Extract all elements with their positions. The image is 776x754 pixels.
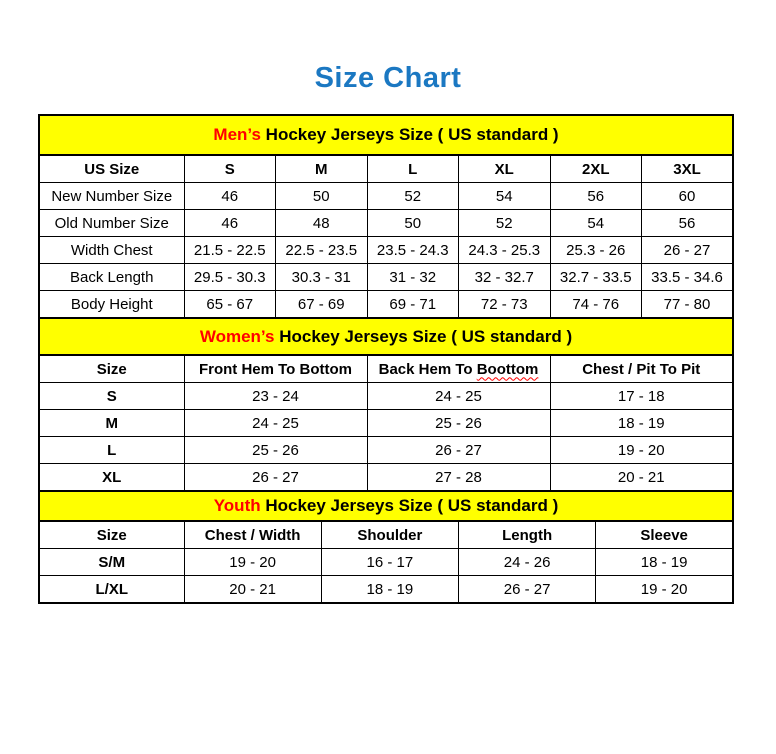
youth-banner-highlight: Youth: [213, 496, 261, 515]
column-header-s: S: [184, 155, 276, 183]
cell-value: 18 - 19: [321, 576, 458, 604]
cell-value: 24 - 26: [459, 549, 596, 576]
row-label: Width Chest: [39, 237, 184, 264]
table-row-youth-sm: [39, 549, 733, 576]
cell-value: 19 - 20: [184, 549, 321, 576]
cell-value: 19 - 20: [550, 437, 733, 464]
youth-header-row: [39, 521, 733, 549]
column-header-chest-pit: Chest / Pit To Pit: [550, 355, 733, 383]
cell-value: 25.3 - 26: [550, 237, 642, 264]
column-header-3xl: 3XL: [642, 155, 734, 183]
cell-value: 48: [276, 210, 368, 237]
table-row-new-number-size: [39, 183, 733, 210]
cell-value: 30.3 - 31: [276, 264, 368, 291]
column-header-us-size: US Size: [39, 155, 184, 183]
row-label: Old Number Size: [39, 210, 184, 237]
cell-value: 52: [367, 183, 459, 210]
column-header-2xl: 2XL: [550, 155, 642, 183]
cell-value: 24 - 25: [367, 383, 550, 410]
cell-value: 26 - 27: [367, 437, 550, 464]
table-row-old-number-size: [39, 210, 733, 237]
cell-value: 67 - 69: [276, 291, 368, 319]
womens-size-table: [38, 317, 734, 492]
cell-value: 69 - 71: [367, 291, 459, 319]
mens-banner-text: Hockey Jerseys Size ( US standard ): [260, 125, 559, 144]
row-label: XL: [39, 464, 184, 492]
cell-value: 25 - 26: [184, 437, 367, 464]
column-header-m: M: [276, 155, 368, 183]
row-label: Body Height: [39, 291, 184, 319]
row-label: M: [39, 410, 184, 437]
mens-size-table: [38, 114, 734, 319]
youth-size-table: [38, 490, 734, 604]
cell-value: 46: [184, 210, 276, 237]
cell-value: 18 - 19: [596, 549, 733, 576]
cell-value: 56: [550, 183, 642, 210]
column-header-length: Length: [459, 521, 596, 549]
cell-value: 23.5 - 24.3: [367, 237, 459, 264]
back-hem-prefix: Back Hem To: [378, 360, 477, 378]
column-header-chest-width: Chest / Width: [184, 521, 321, 549]
womens-banner-text: Hockey Jerseys Size ( US standard ): [274, 326, 573, 346]
cell-value: 26 - 27: [459, 576, 596, 604]
cell-value: 27 - 28: [367, 464, 550, 492]
cell-value: 26 - 27: [642, 237, 734, 264]
cell-value: 50: [276, 183, 368, 210]
row-label: L/XL: [39, 576, 184, 604]
mens-section-banner: [39, 115, 733, 155]
cell-value: 21.5 - 22.5: [184, 237, 276, 264]
cell-value: 74 - 76: [550, 291, 642, 319]
table-row-womens-l: [39, 437, 733, 464]
column-header-shoulder: Shoulder: [321, 521, 458, 549]
cell-value: 46: [184, 183, 276, 210]
cell-value: 54: [459, 183, 551, 210]
womens-section-banner: [39, 318, 733, 355]
cell-value: 25 - 26: [367, 410, 550, 437]
mens-banner-cell: [39, 115, 733, 155]
womens-banner-highlight: Women’s: [199, 326, 275, 346]
cell-value: 65 - 67: [184, 291, 276, 319]
table-row-womens-m: [39, 410, 733, 437]
youth-banner-cell: [39, 491, 733, 521]
column-header-front-hem: Front Hem To Bottom: [184, 355, 367, 383]
cell-value: 22.5 - 23.5: [276, 237, 368, 264]
youth-banner-text: Hockey Jerseys Size ( US standard ): [260, 496, 559, 515]
row-label: L: [39, 437, 184, 464]
cell-value: 50: [367, 210, 459, 237]
column-header-sleeve: Sleeve: [596, 521, 733, 549]
table-row-body-height: [39, 291, 733, 319]
cell-value: 32 - 32.7: [459, 264, 551, 291]
column-header-l: L: [367, 155, 459, 183]
table-row-width-chest: [39, 237, 733, 264]
table-row-back-length: [39, 264, 733, 291]
cell-value: 17 - 18: [550, 383, 733, 410]
page-title: Size Chart: [314, 62, 462, 94]
cell-value: 20 - 21: [550, 464, 733, 492]
table-row-womens-xl: [39, 464, 733, 492]
row-label: New Number Size: [39, 183, 184, 210]
womens-banner-cell: [39, 318, 733, 355]
table-row-womens-s: [39, 383, 733, 410]
row-label: Back Length: [39, 264, 184, 291]
cell-value: 54: [550, 210, 642, 237]
cell-value: 77 - 80: [642, 291, 734, 319]
cell-value: 32.7 - 33.5: [550, 264, 642, 291]
column-header-back-hem: [367, 355, 550, 383]
mens-banner-highlight: Men’s: [213, 125, 261, 144]
size-chart-tables: [38, 114, 734, 604]
cell-value: 20 - 21: [184, 576, 321, 604]
cell-value: 52: [459, 210, 551, 237]
table-row-youth-lxl: [39, 576, 733, 604]
cell-value: 29.5 - 30.3: [184, 264, 276, 291]
back-hem-misspelled-word: Boottom: [476, 360, 539, 378]
row-label: S: [39, 383, 184, 410]
cell-value: 33.5 - 34.6: [642, 264, 734, 291]
cell-value: 23 - 24: [184, 383, 367, 410]
cell-value: 72 - 73: [459, 291, 551, 319]
cell-value: 16 - 17: [321, 549, 458, 576]
cell-value: 56: [642, 210, 734, 237]
cell-value: 24 - 25: [184, 410, 367, 437]
cell-value: 31 - 32: [367, 264, 459, 291]
mens-header-row: [39, 155, 733, 183]
column-header-xl: XL: [459, 155, 551, 183]
womens-header-row: [39, 355, 733, 383]
cell-value: 19 - 20: [596, 576, 733, 604]
youth-section-banner: [39, 491, 733, 521]
column-header-size: Size: [39, 521, 184, 549]
cell-value: 26 - 27: [184, 464, 367, 492]
cell-value: 24.3 - 25.3: [459, 237, 551, 264]
cell-value: 60: [642, 183, 734, 210]
row-label: S/M: [39, 549, 184, 576]
column-header-size: Size: [39, 355, 184, 383]
cell-value: 18 - 19: [550, 410, 733, 437]
